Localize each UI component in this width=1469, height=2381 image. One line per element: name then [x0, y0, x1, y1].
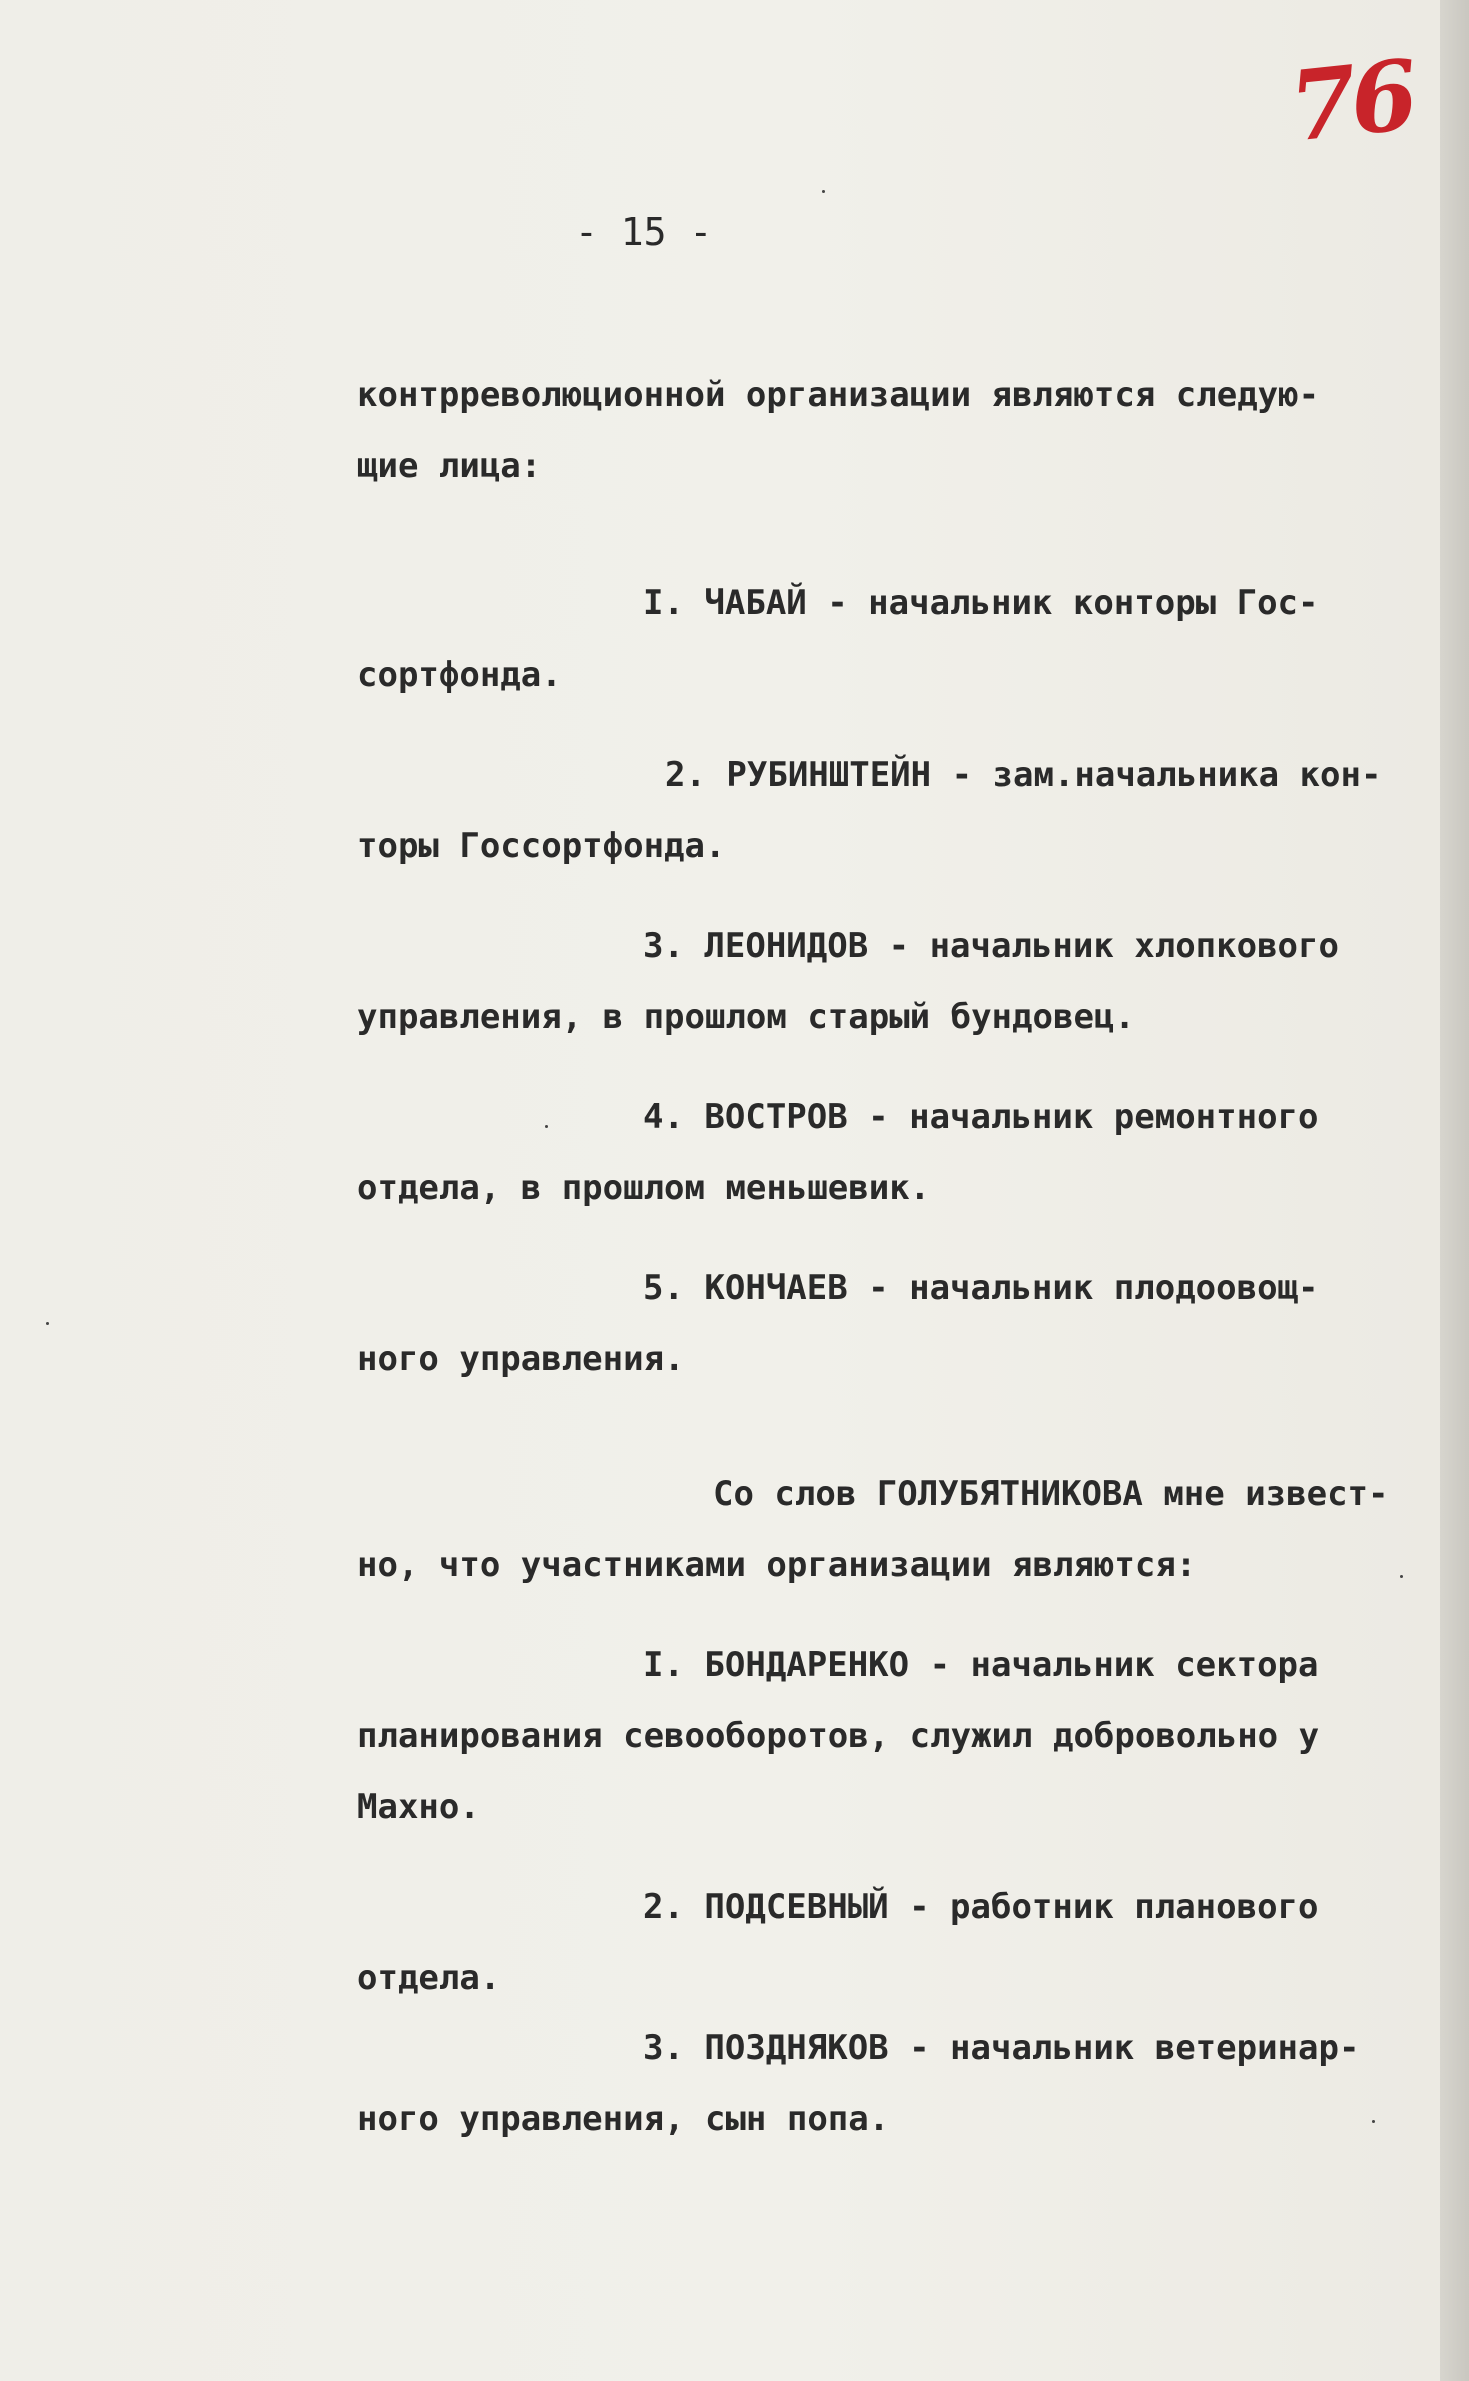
list-item-konchaev-line-2: ного управления. [357, 1339, 685, 1379]
list-item-konchaev-line-1: 5. КОНЧАЕВ - начальник плодоовощ- [643, 1268, 1319, 1308]
list-item-podsevny-line-2: отдела. [357, 1958, 501, 1998]
list-item-leonidov-line-1: 3. ЛЕОНИДОВ - начальник хлопкового [643, 926, 1339, 966]
list-item-leonidov-line-2: управления, в прошлом старый бундовец. [357, 997, 1135, 1037]
list-item-vostrov-line-2: отдела, в прошлом меньшевик. [357, 1168, 931, 1208]
list-item-podsevny-line-1: 2. ПОДСЕВНЫЙ - работник планового [643, 1887, 1319, 1927]
paragraph-golubyatnikov-line-2: но, что участниками организации являются: [357, 1545, 1197, 1585]
paper-speck [822, 190, 825, 193]
paragraph-1-line-2: щие лица: [357, 446, 542, 486]
page-number: - 15 - [575, 210, 713, 254]
list-item-pozdnyakov-line-1: 3. ПОЗДНЯКОВ - начальник ветеринар- [643, 2028, 1360, 2068]
paragraph-1-line-1: контрреволюционной организации являются следую- [357, 375, 1320, 415]
list-item-chabai-line-1: I. ЧАБАЙ - начальник конторы Гос- [643, 583, 1319, 623]
list-item-rubinshtein-line-2: торы Госсортфонда. [357, 826, 726, 866]
list-item-bondarenko-line-3: Махно. [357, 1787, 480, 1827]
list-item-bondarenko-line-1: I. БОНДАРЕНКО - начальник сектора [643, 1645, 1319, 1685]
list-item-chabai-line-2: сортфонда. [357, 655, 562, 695]
paragraph-golubyatnikov-line-1: Со слов ГОЛУБЯТНИКОВА мне извест- [713, 1474, 1389, 1514]
paper-speck [46, 1322, 49, 1325]
list-item-rubinshtein-line-1: 2. РУБИНШТЕЙН - зам.начальника кон- [665, 755, 1382, 795]
list-item-pozdnyakov-line-2: ного управления, сын попа. [357, 2099, 890, 2139]
page-edge-shadow [1440, 0, 1469, 2381]
list-item-vostrov-line-1: 4. ВОСТРОВ - начальник ремонтного [643, 1097, 1319, 1137]
archive-page-number: 76 [1284, 38, 1418, 164]
paper-speck [1400, 1575, 1403, 1578]
list-item-bondarenko-line-2: планирования севооборотов, служил добровольно у [357, 1716, 1320, 1756]
paper-speck [545, 1125, 548, 1128]
paper-speck [1372, 2120, 1375, 2123]
